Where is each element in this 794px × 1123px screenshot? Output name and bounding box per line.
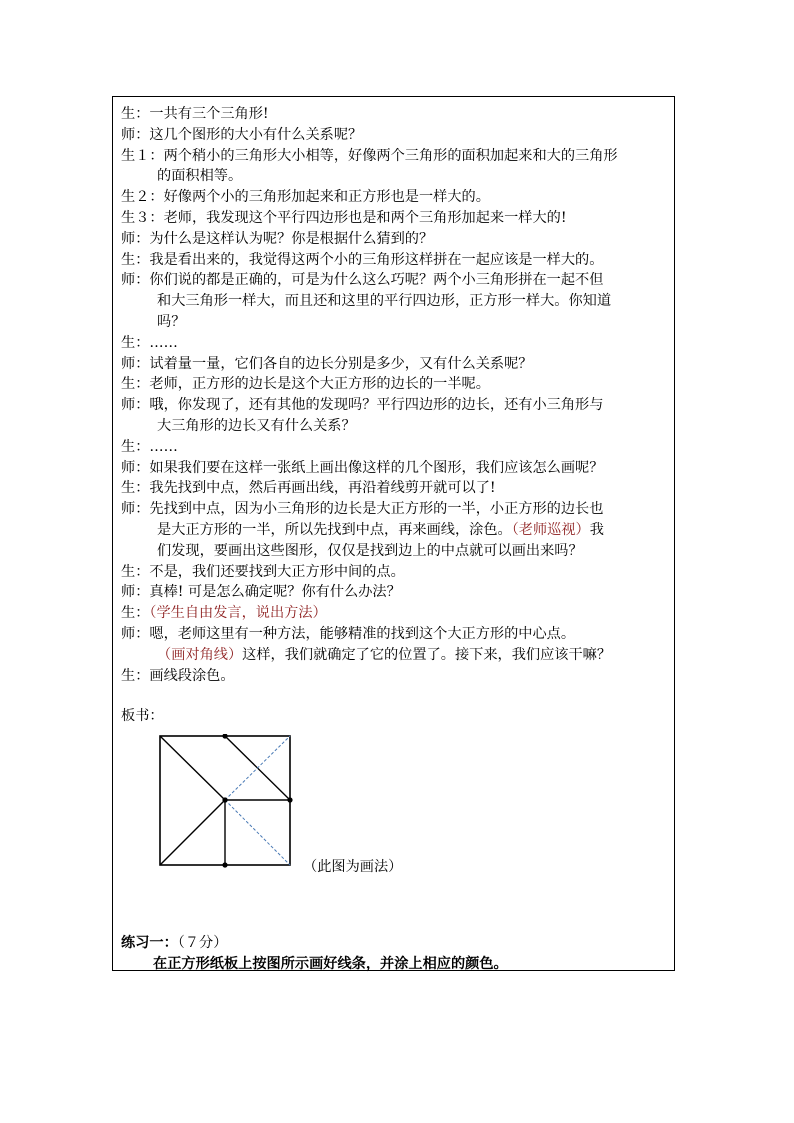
exercise-time: （７分） <box>177 935 228 951</box>
dialogue-text-main: 的面积相等。 <box>157 168 243 185</box>
board-label: 板书： <box>121 708 164 725</box>
dialogue-text-main: 生：我是看出来的，我觉得这两个小的三角形这样拼在一起应该是一样大的。 <box>121 251 604 268</box>
exercise-title: 练习一： <box>121 935 178 951</box>
dialogue-text-main: 生３：老师，我发现这个平行四边形也是和两个三角形加起来一样大的! <box>121 209 567 226</box>
dialogue-line <box>121 478 668 499</box>
midpoint-right <box>287 797 292 802</box>
dialogue-line <box>121 125 668 146</box>
dialogue-line <box>121 208 668 229</box>
dialogue-text-main: 师：你们说的都是正确的，可是为什么这么巧呢？两个小三角形拼在一起不但 <box>121 272 604 289</box>
diagonal-upper <box>160 736 225 800</box>
dialogue-line <box>121 645 668 666</box>
dialogue-line <box>121 582 668 603</box>
dashed-line-lower <box>225 800 290 865</box>
dialogue-text-main: 和大三角形一样大，而且还和这里的平行四边形，正方形一样大。你知道 <box>157 293 612 310</box>
dialogue-text-main: 师：先找到中点，因为小三角形的边长是大正方形的一半，小正方形的边长也 <box>121 501 604 518</box>
dialogue-line <box>121 541 668 562</box>
dialogue-text-main: 生：我先找到中点，然后再画出线，再沿着线剪开就可以了! <box>121 480 496 497</box>
dialogue-text-after: 我 <box>589 521 604 538</box>
dialogue-line <box>121 250 668 271</box>
dialogue-line <box>121 187 668 208</box>
dialogue-annotation: （老师巡视） <box>511 521 590 538</box>
dialogue-line <box>121 104 668 125</box>
dialogue-text-main: 生：不是，我们还要找到大正方形中间的点。 <box>121 563 405 580</box>
midpoint-bottom <box>222 862 227 867</box>
exercise-instruction: 在正方形纸板上按图所示画好线条，并涂上相应的颜色。 <box>153 956 508 972</box>
dialogue-text-main: 生：画线段涂色。 <box>121 667 235 684</box>
tangram-diagram <box>157 734 297 868</box>
dialogue-line <box>121 562 668 583</box>
dialogue-line <box>121 374 668 395</box>
dialogue-line <box>121 166 668 187</box>
dialogue-text-main: 生：…… <box>121 334 178 351</box>
dialogue-text-main: 大三角形的边长又有什么关系？ <box>157 417 356 434</box>
center-point <box>222 797 227 802</box>
dialogue-annotation: （画对角线） <box>157 646 243 663</box>
exercise-heading <box>121 932 227 952</box>
dialogue-line <box>121 520 668 541</box>
dialogue-line <box>121 666 668 687</box>
dialogue-line <box>121 437 668 458</box>
spacer <box>121 686 668 706</box>
dialogue-text-main: 师：哦，你发现了，还有其他的发现吗？平行四边形的边长，还有小三角形与 <box>121 397 604 414</box>
dialogue-text-main: 师：如果我们要在这样一张纸上画出像这样的几个图形，我们应该怎么画呢？ <box>121 459 604 476</box>
dialogue-line <box>121 146 668 167</box>
dialogue-text-main: 生：一共有三个三角形! <box>121 106 269 122</box>
dialogue-line <box>121 354 668 375</box>
dialogue-text-main: 师：为什么是这样认为呢？你是根据什么猜到的？ <box>121 230 434 247</box>
dialogue-text-main: 生：…… <box>121 438 178 455</box>
dialogue-text-main: 师：嗯，老师这里有一种方法，能够精准的找到这个大正方形的中心点。 <box>121 625 576 642</box>
dialogue-line <box>121 270 668 291</box>
dialogue-text-main: 们发现，要画出这些图形，仅仅是找到边上的中点就可以画出来吗？ <box>157 542 583 559</box>
dialogue-line <box>121 624 668 645</box>
dialogue-text-main: 生： <box>121 605 150 622</box>
diagram-caption: （此图为画法） <box>303 859 403 875</box>
lesson-table-cell <box>112 96 675 971</box>
dialogue-line <box>121 333 668 354</box>
dialogue-line <box>121 395 668 416</box>
dialogue-text-main: 师：真棒! 可是怎么确定呢？你有什么办法？ <box>121 584 401 601</box>
dialogue-text-main: 师：这几个图形的大小有什么关系呢？ <box>121 126 363 143</box>
dialogue-text-main: 吗？ <box>157 313 186 330</box>
dialogue-line <box>121 312 668 333</box>
dialogue-text-after: 这样，我们就确定了它的位置了。接下来，我们应该干嘛？ <box>242 646 612 663</box>
dialogue-text-main: 生１：两个稍小的三角形大小相等，好像两个三角形的面积加起来和大的三角形 <box>121 147 618 164</box>
dialogue-line <box>121 416 668 437</box>
dialogue-text-main: 生：老师，正方形的边长是这个大正方形的边长的一半呢。 <box>121 376 490 393</box>
dialogue-text-main: 是大正方形的一半，所以先找到中点，再来画线，涂色。 <box>157 521 512 538</box>
dialogue-annotation: （学生自由发言，说出方法） <box>149 605 327 622</box>
dialogue-line <box>121 229 668 250</box>
dialogue-line <box>121 291 668 312</box>
dialogue-line <box>121 603 668 624</box>
dialogue-line <box>121 499 668 520</box>
diagonal-lower <box>160 800 225 865</box>
dialogue-text <box>121 104 668 727</box>
dialogue-line <box>121 458 668 479</box>
dialogue-text-main: 生２：好像两个小的三角形加起来和正方形也是一样大的。 <box>121 189 490 206</box>
dialogue-text-main: 师：试着量一量，它们各自的边长分别是多少，又有什么关系呢？ <box>121 355 533 372</box>
